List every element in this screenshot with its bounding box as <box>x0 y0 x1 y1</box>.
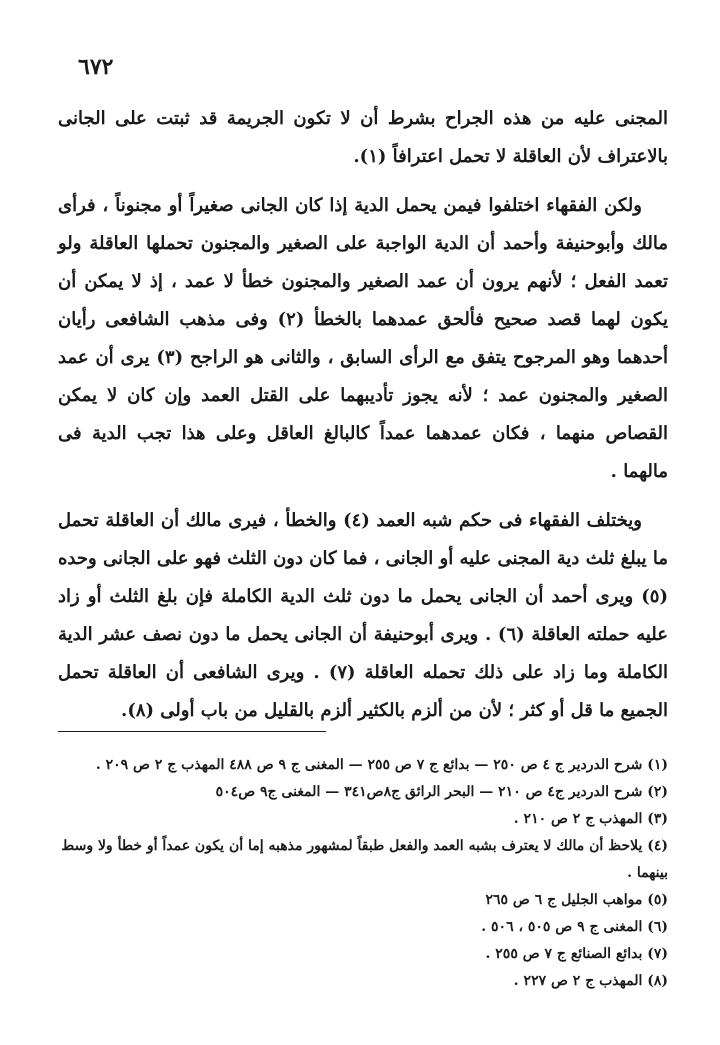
footnote: (٨) المهذب ج ٢ ص ٢٢٧ . <box>513 973 668 989</box>
footnote: (٥) مواهب الجليل ج ٦ ص ٢٦٥ <box>485 892 668 908</box>
paragraph: ويختلف الفقهاء فى حكم شبه العمد (٤) والخطأ ، فيرى مالك أن العاقلة تحمل ما يبلغ ثلث دية المجنى عليه أو الجانى ، فما كان دون الثلث فهو على الجانى وحده (٥) ويرى أحمد أن الجانى يحمل ما دون ثلث الدية الكاملة فإن بلغ الثلث أو زاد عليه حملته العاقلة (٦) . ويرى أبوحنيفة أن الجانى يحمل ما دون نصف عشر الدية الكاملة وما زاد على ذلك تحمله العاقلة (٧) . ويرى الشافعى أن العاقلة تحمل الجميع ما قل أو كثر ؛ لأن من ألزم بالكثير ألزم بالقليل من باب أولى (٨). <box>58 510 668 721</box>
footnote: (٦) المغنى ج ٩ ص ٥٠٥ ، ٥٠٦ . <box>481 919 668 935</box>
footnote: (١) شرح الدردير ج ٤ ص ٢٥٠ — بدائع ج ٧ ص ٢٥٥ — المغنى ج ٩ ص ٤٨٨ المهذب ج ٢ ص ٢٠٩ . <box>95 757 668 773</box>
main-text <box>58 100 668 741</box>
footnote: (٧) بدائع الصنائع ج ٧ ص ٢٥٥ . <box>485 946 668 962</box>
page-number: ٦٧٢ <box>78 54 114 80</box>
footnote-divider <box>58 731 326 732</box>
footnote: (٢) شرح الدردير ج٤ ص ٢١٠ — البحر الرائق ج٨ص٣٤١ — المغنى ج٩ ص٥٠٤ <box>215 784 668 800</box>
paragraph: ولكن الفقهاء اختلفوا فيمن يحمل الدية إذا كان الجانى صغيراً أو مجنوناً ، فرأى مالك وأبوحنيفة وأحمد أن الدية الواجبة على الصغير والمجنون تحملها العاقلة ولو تعمد الفعل ؛ لأنهم يرون أن عمد الصغير والمجنون خطأ لا عمد ، إذ لا يمكن أن يكون لهما قصد صحيح فألحق عمدهما بالخطأ (٢) وفى مذهب الشافعى رأيان أحدهما وهو المرجوح يتفق مع الرأى السابق ، والثانى هو الراجح (٣) يرى أن عمد الصغير والمجنون عمد ؛ لأنه يجوز تأديبهما على القتل العمد وإن كان لا يمكن القصاص منهما ، فكان عمدهما عمداً كالبالغ العاقل وعلى هذا تجب الدية فى مالهما . <box>58 195 668 482</box>
paragraph: المجنى عليه من هذه الجراح بشرط أن لا تكون الجريمة قد ثبتت على الجانى بالاعتراف لأن العاقلة لا تحمل اعترافاً (١). <box>58 108 668 167</box>
footnote: (٤) يلاحظ أن مالك لا يعترف بشبه العمد والفعل طبقاً لمشهور مذهبه إما أن يكون عمداً أو خطأ ولا وسط بينهما . <box>61 838 668 881</box>
footnote: (٣) المهذب ج ٢ ص ٢١٠ . <box>513 811 668 827</box>
footnotes <box>58 752 668 995</box>
